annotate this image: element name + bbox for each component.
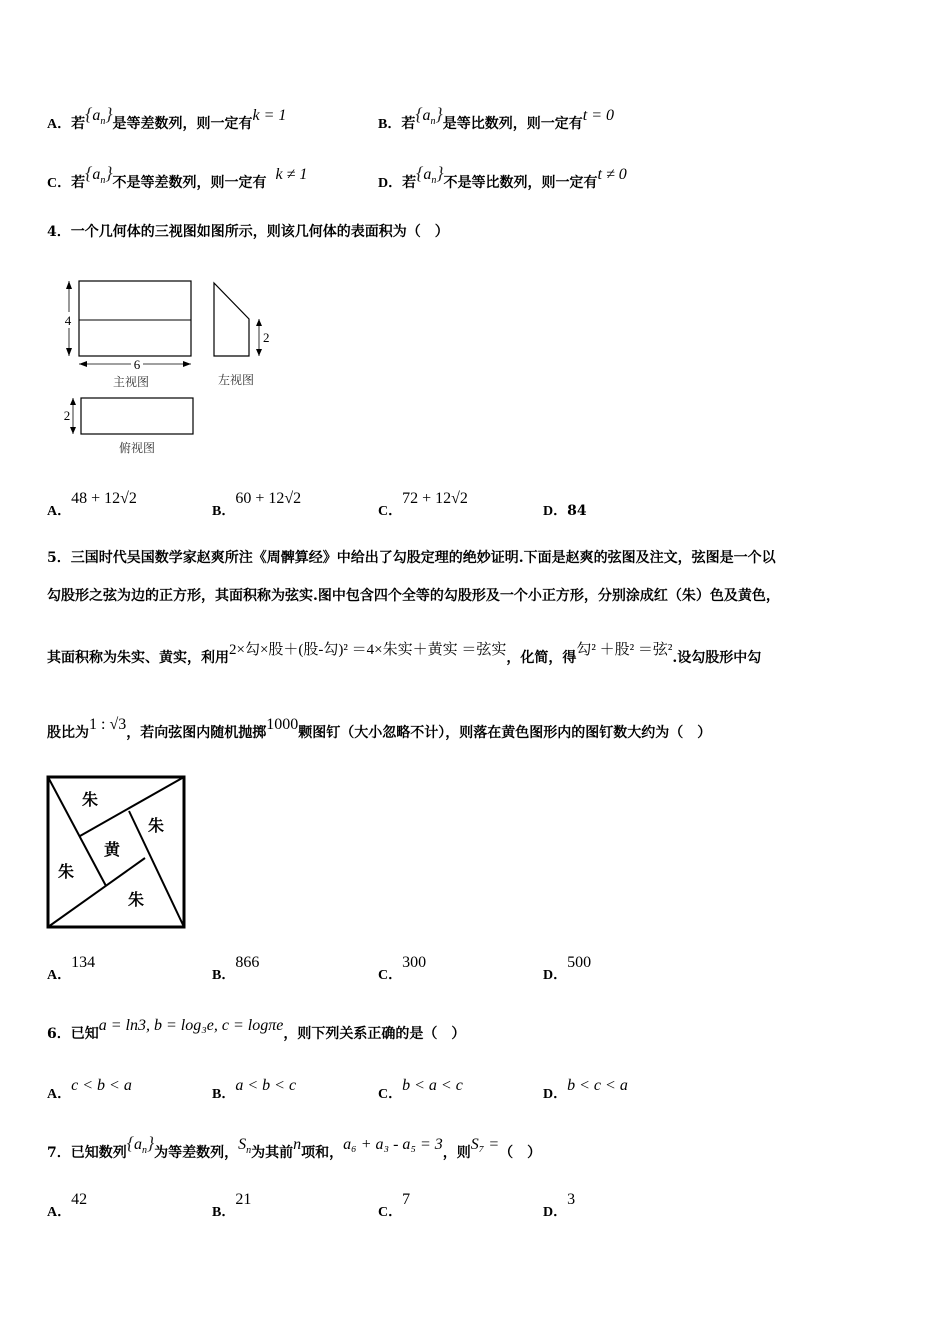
q5-count: 1000 [266, 716, 299, 733]
top-view-label: 俯视图 [118, 441, 156, 455]
q5-line-4: 股比为1 : √3，若向弦图内随机抛掷1000颗图钉（大小忽略不计），则落在黄色图形内的图钉数大约为（ ） [47, 716, 712, 741]
side-dim-label: 2 [263, 330, 270, 345]
q5-option-d: D．500 [543, 954, 592, 983]
q7-stem: 7．已知数列$\{a_n\}$为等差数列，$S_n$为其前n项和，a₆ + a₃ - a₅ = 3，则S₇ =（ ） [47, 1133, 542, 1161]
side-view-shape [214, 283, 249, 356]
front-height-arrow-bottom [66, 348, 72, 356]
q4-option-b: B．60 + 12√2 [212, 490, 302, 519]
q5-option-a: A．134 [47, 954, 96, 983]
string-figure [44, 773, 189, 933]
q6-option-d: D．b < c < a [543, 1077, 628, 1102]
top-dim-arrow-top [70, 398, 76, 405]
q7-option-b: B．21 [212, 1191, 252, 1220]
side-dim-arrow-top [256, 319, 262, 326]
q4-option-c: C．72 + 12√2 [378, 490, 468, 519]
q3-a-condition: k = 1 [252, 107, 287, 124]
front-width-arrow-right [183, 361, 191, 367]
q3-d-condition: t ≠ 0 [597, 166, 627, 183]
q5-formula-2: 勾² ＋股² ＝弦² [576, 642, 673, 658]
huang-center: 黄 [104, 842, 121, 859]
zhu-bottom: 朱 [128, 892, 145, 909]
q6-option-a: A．c < b < a [47, 1077, 132, 1102]
q3-option-a: A．若$\{a_n\}$是等差数列，则一定有k = 1 [47, 104, 287, 132]
q5-line-1: 5．三国时代吴国数学家赵爽所注《周髀算经》中给出了勾股定理的绝妙证明.下面是赵爽的弦图及注文，弦图是一个以 [47, 550, 776, 566]
q6-given: a = ln3, b = log₃e, c = logπe [98, 1017, 284, 1034]
front-view-label: 主视图 [112, 375, 150, 389]
q7-option-d: D．3 [543, 1191, 576, 1220]
q3-b-condition: t = 0 [582, 107, 614, 124]
q6-option-c: C．b < a < c [378, 1077, 463, 1102]
q5-option-b: B．866 [212, 954, 260, 983]
q7-s7: S₇ = [470, 1136, 500, 1153]
q6-stem: 6．已知a = ln3, b = log₃e, c = logπe，则下列关系正确的是（ ） [47, 1017, 466, 1042]
q5-line-3: 其面积称为朱实、黄实，利用2×勾×股＋(股-勾)² ＝4×朱实＋黄实 ＝弦实，化简，得勾² ＋股² ＝弦².设勾股形中勾 [47, 642, 762, 666]
q3-option-b: B．若$\{a_n\}$是等比数列，则一定有t = 0 [378, 104, 614, 132]
q3-option-c: C．若$\{a_n\}$不是等差数列，则一定有 k ≠ 1 [47, 163, 308, 191]
q3-c-condition: k ≠ 1 [275, 166, 308, 183]
q5-ratio: 1 : √3 [89, 716, 127, 733]
q5-formula-1: 2×勾×股＋(股-勾)² ＝4×朱实＋黄实 ＝弦实 [229, 642, 507, 658]
q6-option-b: B．a < b < c [212, 1077, 297, 1102]
top-view-rect [81, 398, 193, 434]
front-width-arrow-left [79, 361, 87, 367]
zhu-right: 朱 [148, 818, 165, 835]
q7-option-a: A．42 [47, 1191, 88, 1220]
top-dim-label: 2 [63, 408, 71, 423]
q3-option-d: D．若$\{a_n\}$不是等比数列，则一定有t ≠ 0 [378, 163, 627, 191]
front-view-rect [79, 281, 191, 356]
front-height-arrow-top [66, 281, 72, 289]
side-dim-arrow-bottom [256, 349, 262, 356]
top-dim-arrow-bottom [70, 427, 76, 434]
q4-option-a: A．48 + 12√2 [47, 490, 137, 519]
q4-stem: 4．一个几何体的三视图如图所示，则该几何体的表面积为（ ） [47, 224, 449, 240]
three-view-figure [55, 270, 285, 460]
q7-condition: a₆ + a₃ - a₅ = 3 [343, 1136, 443, 1153]
q5-option-c: C．300 [378, 954, 427, 983]
q7-option-c: C．7 [378, 1191, 411, 1220]
zhu-left: 朱 [58, 864, 75, 881]
zhu-top: 朱 [82, 792, 99, 809]
front-height-label: 4 [64, 313, 72, 328]
front-width-label: 6 [133, 357, 141, 372]
side-view-label: 左视图 [217, 373, 255, 387]
q5-line-2: 勾股形之弦为边的正方形，其面积称为弦实.图中包含四个全等的勾股形及一个小正方形，分别涂成红（朱）色及黄色， [47, 588, 780, 604]
q4-option-d: D．84 [543, 503, 587, 519]
